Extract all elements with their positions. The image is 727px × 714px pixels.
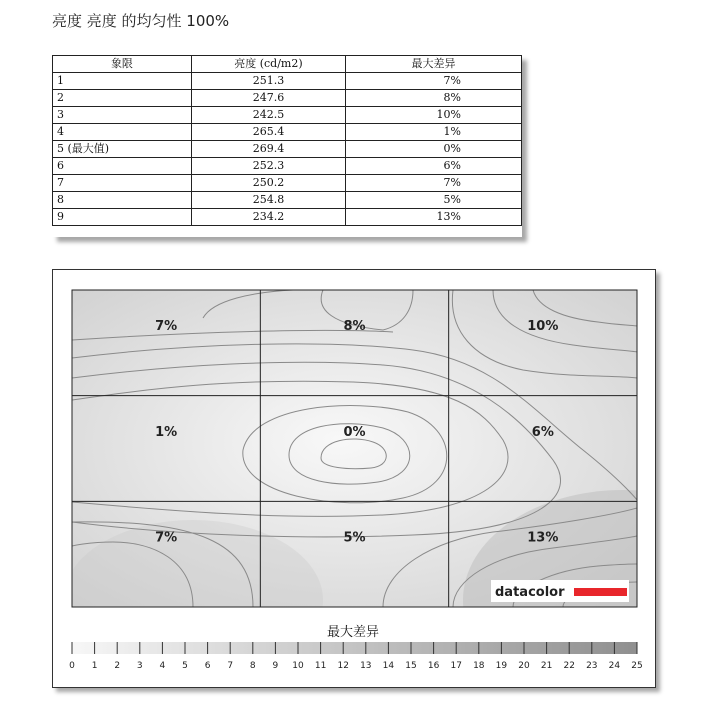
scale-tick-label: 17	[450, 661, 462, 671]
scale-bar	[72, 642, 637, 654]
cell-value-label: 13%	[527, 530, 559, 546]
scale-tick-label: 19	[495, 661, 508, 671]
cell-value-label: 5%	[343, 530, 366, 546]
quadrant-cell: 5 (最大值)	[53, 141, 192, 158]
datacolor-logo	[491, 580, 629, 602]
scale-tick-label: 1	[91, 661, 98, 671]
uniformity-chart-panel	[52, 269, 656, 688]
scale-tick-label: 24	[608, 661, 621, 671]
logo-bar	[574, 588, 627, 596]
cell-value-label: 8%	[343, 319, 366, 335]
column-header-max-difference: 最大差异	[346, 56, 522, 73]
max-difference-cell: 10%	[346, 107, 522, 124]
scale-tick-label: 7	[227, 661, 234, 671]
scale-tick-label: 25	[631, 661, 643, 671]
quadrant-cell: 1	[53, 73, 192, 90]
table-row	[53, 209, 522, 226]
brightness-cell: 250.2	[191, 175, 345, 192]
table-header-row	[53, 56, 522, 73]
table-row	[53, 175, 522, 192]
brightness-cell: 265.4	[191, 124, 345, 141]
quadrant-cell: 8	[53, 192, 192, 209]
table-row	[53, 158, 522, 175]
scale-tick-label: 13	[360, 661, 372, 671]
quadrant-cell: 6	[53, 158, 192, 175]
quadrant-cell: 7	[53, 175, 192, 192]
max-difference-cell: 5%	[346, 192, 522, 209]
scale-tick-label: 6	[204, 661, 211, 671]
scale-tick-label: 14	[382, 661, 395, 671]
scale-tick-label: 20	[518, 661, 530, 671]
quadrant-cell: 9	[53, 209, 192, 226]
scale-tick-label: 21	[540, 661, 553, 671]
table-row	[53, 90, 522, 107]
cell-value-label: 0%	[343, 424, 366, 440]
brightness-cell: 247.6	[191, 90, 345, 107]
table-row	[53, 141, 522, 158]
cell-value-label: 6%	[531, 424, 554, 440]
brightness-cell: 242.5	[191, 107, 345, 124]
brightness-table	[52, 55, 522, 226]
scale-tick-label: 0	[69, 661, 75, 671]
scale-label: 最大差异	[326, 625, 380, 640]
scale-tick-label: 10	[292, 661, 304, 671]
scale-tick-label: 2	[114, 661, 121, 671]
table-row	[53, 124, 522, 141]
max-difference-cell: 7%	[346, 73, 522, 90]
scale-tick-label: 3	[136, 661, 143, 671]
cell-value-label: 1%	[155, 424, 178, 440]
scale-tick-label: 16	[427, 661, 440, 671]
table-row	[53, 107, 522, 124]
scale-tick-label: 11	[314, 661, 327, 671]
max-difference-cell: 13%	[346, 209, 522, 226]
cell-value-label: 7%	[155, 319, 178, 335]
scale-tick-label: 5	[182, 661, 188, 671]
scale-tick-label: 18	[473, 661, 485, 671]
color-scale	[69, 642, 643, 671]
scale-tick-label: 8	[249, 661, 256, 671]
page-title: 亮度 亮度 的均匀性 100%	[52, 12, 230, 30]
cell-value-label: 7%	[155, 530, 178, 546]
uniformity-chart	[53, 270, 655, 687]
scale-tick-label: 12	[337, 661, 349, 671]
column-header-brightness: 亮度 (cd/m2)	[191, 56, 345, 73]
scale-tick-label: 22	[563, 661, 575, 671]
max-difference-cell: 6%	[346, 158, 522, 175]
table-row	[53, 192, 522, 209]
cell-value-label: 10%	[527, 319, 559, 335]
quadrant-cell: 3	[53, 107, 192, 124]
brightness-cell: 269.4	[191, 141, 345, 158]
scale-tick-label: 9	[272, 661, 279, 671]
table-row	[53, 73, 522, 90]
scale-tick-label: 23	[586, 661, 598, 671]
column-header-quadrant: 象限	[53, 56, 192, 73]
brightness-cell: 251.3	[191, 73, 345, 90]
quadrant-cell: 2	[53, 90, 192, 107]
brightness-cell: 234.2	[191, 209, 345, 226]
brightness-table-container	[52, 55, 522, 237]
brightness-cell: 252.3	[191, 158, 345, 175]
max-difference-cell: 8%	[346, 90, 522, 107]
scale-tick-label: 15	[405, 661, 417, 671]
quadrant-cell: 4	[53, 124, 192, 141]
max-difference-cell: 0%	[346, 141, 522, 158]
logo-wordmark: datacolor	[495, 585, 565, 600]
brightness-cell: 254.8	[191, 192, 345, 209]
max-difference-cell: 7%	[346, 175, 522, 192]
max-difference-cell: 1%	[346, 124, 522, 141]
scale-tick-label: 4	[159, 661, 166, 671]
